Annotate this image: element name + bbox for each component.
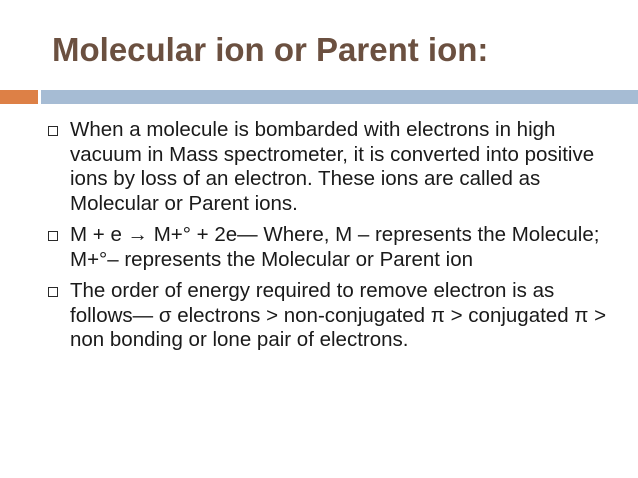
square-bullet-icon [48,126,58,136]
square-bullet-icon [48,287,58,297]
square-bullet-icon [48,231,58,241]
bullet-list [48,118,613,360]
bullet-text: M + e → M+° + 2e— Where, M – represents the Molecule; M+°– represents the Molecular or Parent ion [70,223,600,271]
bullet-text: When a molecule is bombarded with electrons in high vacuum in Mass spectrometer, it is converted into positive ions by loss of an electron. These ions are called as Molecular or Parent ions. [70,118,595,215]
slide-title: Molecular ion or Parent ion: [52,31,489,68]
bullet-item-molecular-ion-formation [48,118,613,216]
bullet-item-equation [48,223,613,272]
accent-bar-orange [0,90,38,104]
accent-bar-blue [41,90,638,104]
bullet-item-energy-order [48,279,613,353]
bullet-text: The order of energy required to remove electron is as follows— σ electrons > non-conjugated π > conjugated π > non bonding or lone pair of electrons. [70,279,607,351]
